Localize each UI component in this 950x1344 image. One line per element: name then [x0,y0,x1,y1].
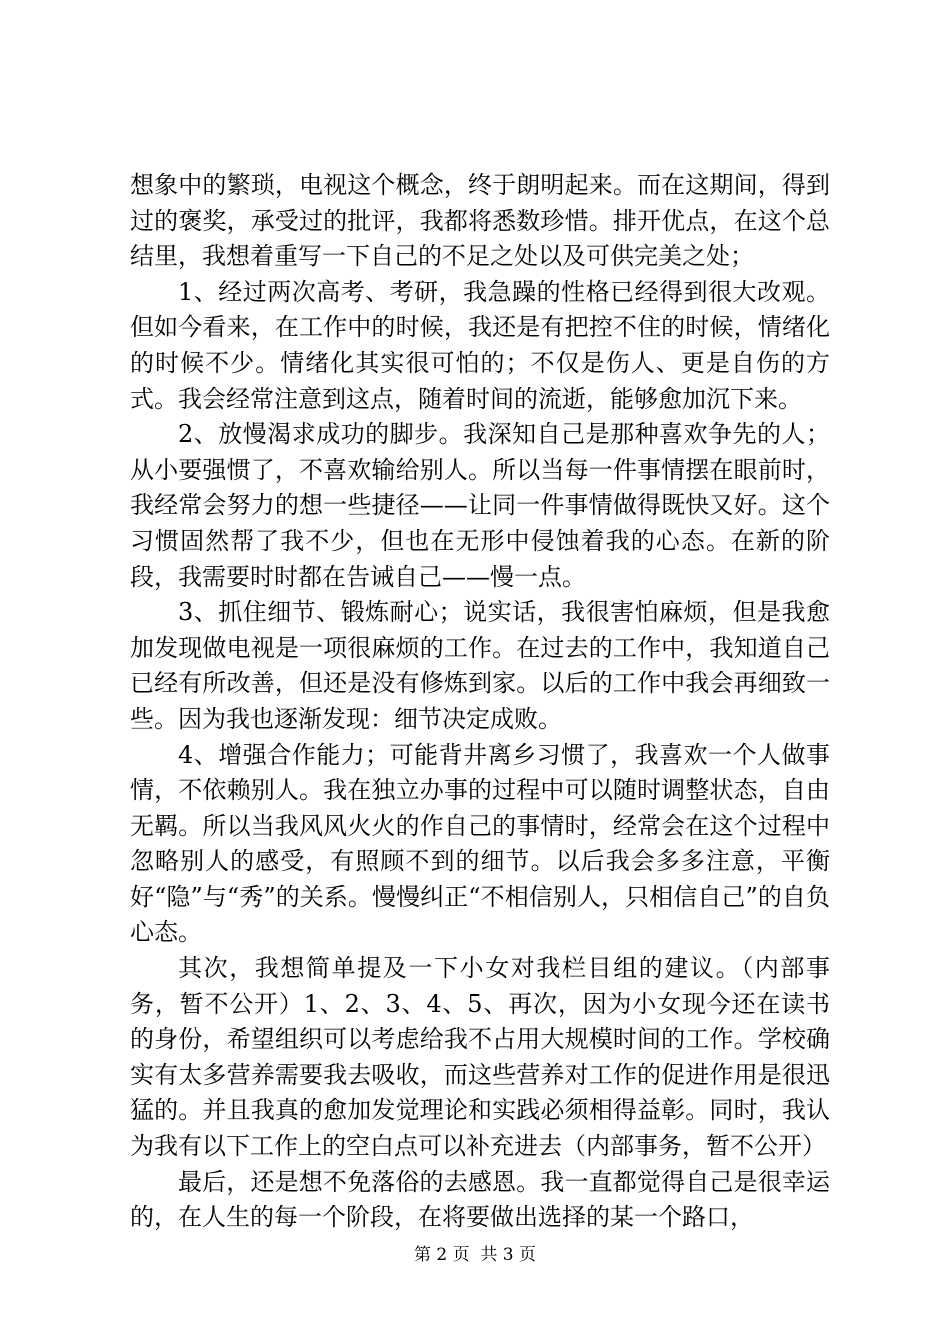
paragraph-2: 2、放慢渴求成功的脚步。我深知自己是那种喜欢争先的人；从小要强惯了，不喜欢输给别人。所以当每一件事情摆在眼前时，我经常会努力的想一些捷径——让同一件事情做得既快又好。这个习惯固然帮了我不少，但也在无形中侵蚀着我的心态。在新的阶段，我需要时时都在告诫自己——慢一点。 [130,420,830,591]
document-body [130,168,830,1236]
paragraph-0: 想象中的繁琐，电视这个概念，终于朗明起来。而在这期间，得到过的褒奖，承受过的批评，我都将悉数珍惜。排开优点，在这个总结里，我想着重写一下自己的不足之处以及可供完美之处； [130,171,830,271]
paragraph-6: 最后，还是想不免落俗的去感恩。我一直都觉得自己是很幸运的，在人生的每一个阶段，在将要做出选择的某一个路口， [130,1167,830,1232]
paragraph-4: 4、增强合作能力；可能背井离乡习惯了，我喜欢一个人做事情，不依赖别人。我在独立办事的过程中可以随时调整状态，自由无羁。所以当我风风火火的作自己的事情时，经常会在这个过程中忽略别人的感受，有照顾不到的细节。以后我会多多注意，平衡好“隐”与“秀”的关系。慢慢纠正“不相信别人，只相信自己”的自负心态。 [130,740,830,947]
paragraph-5: 其次，我想简单提及一下小女对我栏目组的建议。（内部事务，暂不公开）1、2、3、4、5、再次，因为小女现今还在读书的身份，希望组织可以考虑给我不占用大规模时间的工作。学校确实有太多营养需要我去吸收，而这些营养对工作的促进作用是很迅猛的。并且我真的愈加发觉理论和实践必须相得益彰。同时，我认为我有以下工作上的空白点可以补充进去（内部事务，暂不公开） [130,954,830,1161]
page-footer: 第 2 页 共 3 页 [413,1245,537,1265]
paragraph-3: 3、抓住细节、锻炼耐心；说实话，我很害怕麻烦，但是我愈加发现做电视是一项很麻烦的工作。在过去的工作中，我知道自己已经有所改善，但还是没有修炼到家。以后的工作中我会再细致一些。因为我也逐渐发现：细节决定成败。 [130,598,830,733]
paragraph-1: 1、经过两次高考、考研，我急躁的性格已经得到很大改观。但如今看来，在工作中的时候，我还是有把控不住的时候，情绪化的时候不少。情绪化其实很可怕的；不仅是伤人、更是自伤的方式。我会经常注意到这点，随着时间的流逝，能够愈加沉下来。 [130,277,830,413]
